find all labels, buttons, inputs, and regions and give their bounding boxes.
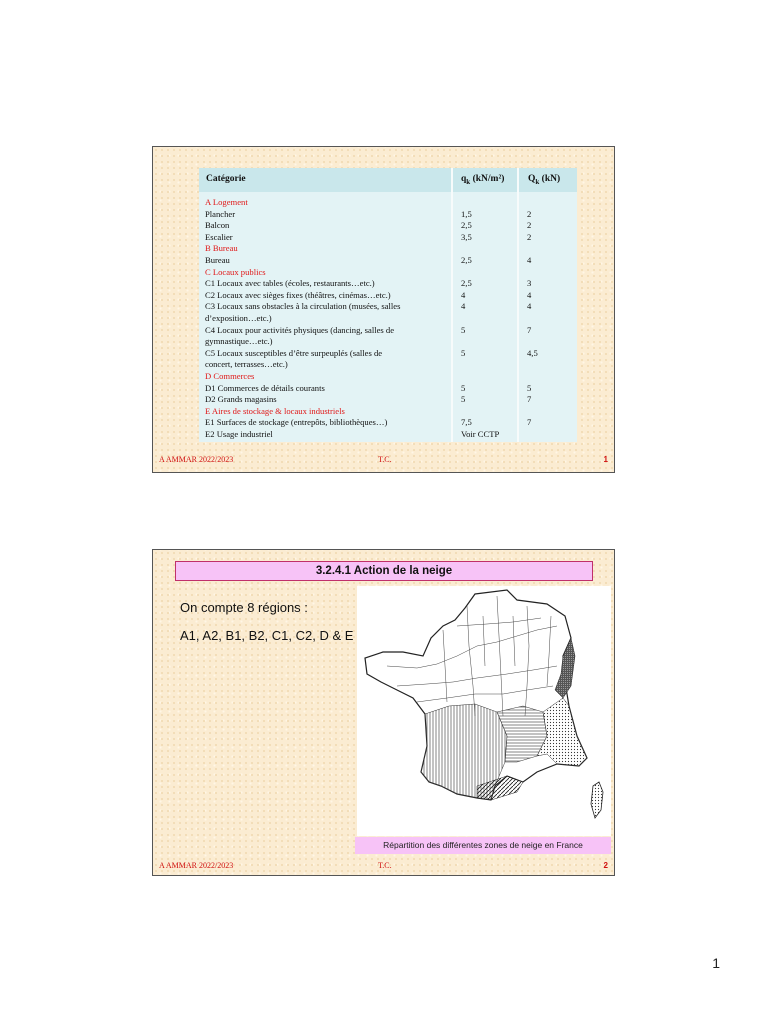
- table-row: [199, 383, 577, 395]
- Qk-cell: [521, 336, 577, 348]
- table-row: [199, 278, 577, 290]
- qk-cell: 4: [461, 301, 466, 312]
- qk-cell: 1,5: [461, 208, 472, 219]
- category-cell: C5 Locaux susceptibles d’être surpeuplés (salles de: [205, 347, 383, 358]
- qk-cell: Voir CCTP: [461, 428, 500, 439]
- footer-center: T.C.: [378, 861, 392, 870]
- table-row: [199, 209, 577, 221]
- france-map-image: [357, 586, 611, 836]
- Qk-cell: [521, 429, 577, 441]
- category-cell: Bureau: [205, 254, 230, 265]
- header-Qk: $Q_k$ (kN): [528, 174, 561, 186]
- Qk-cell: 7: [527, 324, 532, 335]
- footer-author: A AMMAR 2022/2023: [159, 861, 234, 870]
- table-section-row: [199, 371, 577, 383]
- table-row: [199, 232, 577, 244]
- qk-cell: 7,5: [461, 417, 472, 428]
- table-row: [199, 429, 577, 441]
- category-cell: Escalier: [205, 231, 233, 242]
- document-page-number: 1: [712, 955, 720, 971]
- category-cell: d’exposition…etc.): [205, 312, 272, 323]
- category-cell: gymnastique…etc.): [205, 336, 273, 347]
- table-row: [199, 336, 577, 348]
- Qk-cell: [521, 267, 577, 279]
- snow-zone-map: [357, 586, 611, 836]
- Qk-cell: [521, 371, 577, 383]
- Qk-cell: [521, 243, 577, 255]
- map-caption: Répartition des différentes zones de neige en France: [355, 837, 611, 854]
- Qk-cell: 5: [527, 382, 532, 393]
- table-section-row: [199, 243, 577, 255]
- table-row: [199, 394, 577, 406]
- Qk-cell: 4: [527, 289, 532, 300]
- qk-cell: 5: [461, 382, 466, 393]
- category-cell: C3 Locaux sans obstacles à la circulation (musées, salles: [205, 301, 401, 312]
- footer-page-number: 2: [603, 861, 608, 870]
- category-cell: C2 Locaux avec sièges fixes (théâtres, cinémas…etc.): [205, 289, 391, 300]
- Qk-cell: 2: [527, 208, 532, 219]
- table-row: [199, 290, 577, 302]
- qk-cell: 5: [461, 347, 466, 358]
- qk-cell: [455, 267, 521, 279]
- Qk-cell: [521, 197, 577, 209]
- Qk-cell: [521, 406, 577, 418]
- header-qk: $q_k$ (kN/m²): [461, 174, 505, 186]
- table-header: [199, 168, 577, 192]
- slide-title: 3.2.4.1 Action de la neige: [175, 561, 593, 581]
- qk-cell: [455, 371, 521, 383]
- category-cell: A Logement: [205, 197, 248, 207]
- qk-cell: [455, 243, 521, 255]
- category-cell: D Commerces: [205, 370, 255, 381]
- Qk-cell: 4,5: [527, 347, 538, 358]
- category-cell: E2 Usage industriel: [205, 428, 273, 439]
- Qk-cell: 3: [527, 278, 532, 289]
- Qk-cell: 7: [527, 394, 532, 405]
- slide-1: [152, 146, 615, 473]
- Qk-cell: 4: [527, 301, 532, 312]
- qk-cell: 3,5: [461, 231, 472, 242]
- table-row: [199, 220, 577, 232]
- table-section-row: [199, 406, 577, 418]
- qk-cell: 2,5: [461, 220, 472, 231]
- category-cell: D1 Commerces de détails courants: [205, 382, 325, 393]
- Qk-cell: 7: [527, 417, 532, 428]
- footer-center: T.C.: [378, 455, 392, 464]
- category-cell: C4 Locaux pour activités physiques (dancing, salles de: [205, 324, 395, 335]
- table-row: [199, 255, 577, 267]
- Qk-cell: 2: [527, 220, 532, 231]
- slide-2: [152, 549, 615, 876]
- table-row: [199, 417, 577, 429]
- category-cell: E Aires de stockage & locaux industriels: [205, 405, 345, 416]
- qk-cell: [455, 336, 521, 348]
- table-row: [199, 313, 577, 325]
- qk-cell: 5: [461, 394, 466, 405]
- category-cell: D2 Grands magasins: [205, 394, 277, 405]
- qk-cell: [455, 359, 521, 371]
- category-cell: E1 Surfaces de stockage (entrepôts, bibliothèques…): [205, 417, 388, 428]
- qk-cell: [455, 313, 521, 325]
- category-cell: B Bureau: [205, 243, 238, 254]
- header-categorie: Catégorie: [206, 174, 246, 184]
- footer-page-number: 1: [603, 455, 608, 464]
- qk-cell: 2,5: [461, 254, 472, 265]
- qk-cell: [455, 197, 521, 209]
- qk-cell: 4: [461, 289, 466, 300]
- category-cell: C1 Locaux avec tables (écoles, restaurants…etc.): [205, 278, 375, 289]
- table-row: [199, 359, 577, 371]
- load-category-table: [199, 168, 577, 442]
- table-body: [199, 197, 577, 440]
- regions-list-text: A1, A2, B1, B2, C1, C2, D & E: [180, 628, 354, 643]
- table-row: [199, 348, 577, 360]
- Qk-cell: 2: [527, 231, 532, 242]
- qk-cell: 5: [461, 324, 466, 335]
- qk-cell: [455, 406, 521, 418]
- regions-count-text: On compte 8 régions :: [180, 600, 308, 615]
- table-section-row: [199, 197, 577, 209]
- category-cell: C Locaux publics: [205, 266, 266, 277]
- footer-author: A AMMAR 2022/2023: [159, 455, 234, 464]
- qk-cell: 2,5: [461, 278, 472, 289]
- table-row: [199, 301, 577, 313]
- table-row: [199, 325, 577, 337]
- table-section-row: [199, 267, 577, 279]
- category-cell: Plancher: [205, 208, 236, 219]
- Qk-cell: [521, 313, 577, 325]
- Qk-cell: [521, 359, 577, 371]
- category-cell: concert, terrasses…etc.): [205, 359, 288, 370]
- Qk-cell: 4: [527, 254, 532, 265]
- category-cell: Balcon: [205, 220, 230, 231]
